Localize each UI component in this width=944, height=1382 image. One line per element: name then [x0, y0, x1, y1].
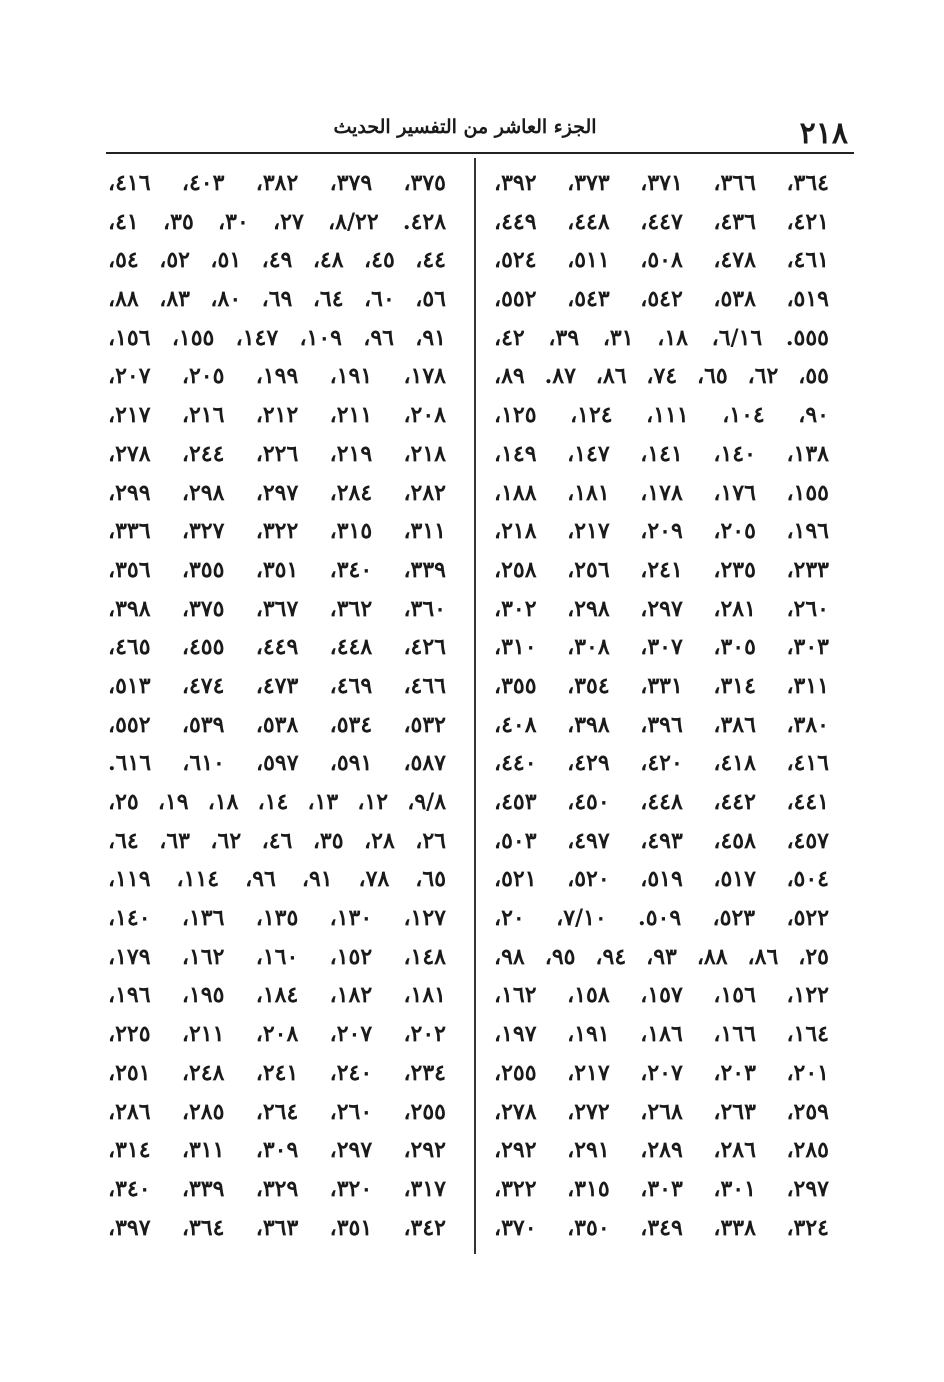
index-line: ٤٥٧، ٤٥٨، ٤٩٣، ٤٩٧، ٥٠٣،: [494, 827, 829, 854]
index-line: ٤١٦، ٤١٨، ٤٢٠، ٤٢٩، ٤٤٠،: [494, 750, 829, 777]
index-line: ٣١١، ٣١٤، ٣٣١، ٣٥٤، ٣٥٥،: [494, 672, 829, 699]
index-line: ٤٢١، ٤٣٦، ٤٤٧، ٤٤٨، ٤٤٩،: [494, 208, 829, 235]
index-line: ٣٨٠، ٣٨٦، ٣٩٦، ٣٩٨، ٤٠٨،: [494, 711, 829, 738]
index-line: ٩/٨، ١٢، ١٣، ١٤، ١٨، ١٩، ٢٥،: [108, 789, 447, 815]
index-line: ١٤٨، ١٥٢، ١٦٠، ١٦٢، ١٧٩،: [108, 943, 446, 970]
index-line: ٢٣٤، ٢٤٠، ٢٤١، ٢٤٨، ٢٥١،: [108, 1059, 446, 1086]
index-line: ٤٦٦، ٤٦٩، ٤٧٣، ٤٧٤، ٥١٣،: [108, 672, 446, 699]
index-line: ٥٥٥. ٦/١٦، ١٨، ٣١، ٣٩، ٤٢،: [494, 324, 829, 351]
index-line: ٣٧٥، ٣٧٩، ٣٨٢، ٤٠٣، ٤١٦،: [108, 170, 446, 196]
index-line: ٢٠٨، ٢١١، ٢١٢، ٢١٦، ٢١٧،: [108, 402, 446, 429]
index-line: ٢١٨، ٢١٩، ٢٢٦، ٢٤٤، ٢٧٨،: [108, 440, 446, 467]
index-line: ٢٦٠، ٢٨١، ٢٩٧، ٢٩٨، ٣٠٢،: [494, 595, 829, 622]
index-line: ٢٥، ٨٦، ٨٨، ٩٣، ٩٤، ٩٥، ٩٨،: [494, 943, 829, 970]
index-line: ٢٩٧، ٣٠١، ٣٠٣، ٣١٥، ٣٢٢،: [494, 1175, 829, 1202]
index-line: ٤٢٦، ٤٤٨، ٤٤٩، ٤٥٥، ٤٦٥،: [108, 634, 446, 661]
index-line: ٥٢٢، ٥٢٣، ٥٠٩. ٧/١٠، ٢٠،: [494, 905, 830, 932]
index-line: ١٥٥، ١٧٦، ١٧٨، ١٨١، ١٨٨،: [494, 479, 829, 506]
index-line: ٣٦٤، ٣٦٦، ٣٧١، ٣٧٣، ٣٩٢،: [494, 170, 829, 196]
index-line: ٢٠٢، ٢٠٧، ٢٠٨، ٢١١، ٢٢٥،: [108, 1021, 446, 1048]
running-title: الجزء العاشر من التفسير الحديث: [333, 116, 597, 138]
index-line: ١٦٤، ١٦٦، ١٨٦، ١٩١، ١٩٧،: [494, 1021, 829, 1048]
index-line: ١٣٨، ١٤٠، ١٤١، ١٤٧، ١٤٩،: [494, 440, 829, 467]
index-line: ٣٦٠، ٣٦٢، ٣٦٧، ٣٧٥، ٣٩٨،: [108, 595, 446, 622]
index-line: ٤٢٨. ٨/٢٢، ٢٧، ٣٠، ٣٥، ٤١،: [108, 208, 447, 235]
index-line: ٢٣٣، ٢٣٥، ٢٤١، ٢٥٦، ٢٥٨،: [494, 556, 829, 583]
index-line: ٩١، ٩٦، ١٠٩، ١٤٧، ١٥٥، ١٥٦،: [108, 324, 446, 351]
index-line: ٢٥٩، ٢٦٣، ٢٦٨، ٢٧٢، ٢٧٨،: [494, 1098, 829, 1125]
index-line: ٣٠٣، ٣٠٥، ٣٠٧، ٣٠٨، ٣١٠،: [494, 634, 829, 661]
index-line: ٤٤، ٤٥، ٤٨، ٤٩، ٥١، ٥٢، ٥٤،: [108, 247, 446, 274]
index-line: ١٩٦، ٢٠٥، ٢٠٩، ٢١٧، ٢١٨،: [494, 518, 829, 545]
index-line: ٢٥٥، ٢٦٠، ٢٦٤، ٢٨٥، ٢٨٦،: [108, 1098, 446, 1125]
index-line: ٥٠٤، ٥١٧، ٥١٩، ٥٢٠، ٥٢١،: [494, 866, 829, 893]
index-line: ٥٦، ٦٠، ٦٤، ٦٩، ٨٠، ٨٣، ٨٨،: [108, 286, 446, 313]
index-line: ٢٩٢، ٢٩٧، ٣٠٩، ٣١١، ٣١٤،: [108, 1137, 446, 1164]
index-line: ٥٥، ٦٢، ٦٥، ٧٤، ٨٦، ٨٧. ٨٩،: [494, 363, 829, 390]
index-line: ٣٢٤، ٣٣٨، ٣٤٩، ٣٥٠، ٣٧٠،: [494, 1214, 829, 1241]
page-header: [0, 0, 944, 160]
index-line: ٢٦، ٢٨، ٣٥، ٤٦، ٦٢، ٦٣، ٦٤،: [108, 827, 446, 854]
left-column: [108, 164, 446, 1247]
index-line: ١٢٢، ١٥٦، ١٥٧، ١٥٨، ١٦٢،: [494, 982, 829, 1009]
index-line: ١٨١، ١٨٢، ١٨٤، ١٩٥، ١٩٦،: [108, 982, 446, 1009]
index-line: ٥١٩، ٥٣٨، ٥٤٢، ٥٤٣، ٥٥٢،: [494, 286, 829, 313]
page-number: ٢١٨: [799, 116, 848, 151]
index-line: ٣٤٢، ٣٥١، ٣٦٣، ٣٦٤، ٣٩٧،: [108, 1214, 446, 1241]
right-column: [494, 164, 829, 1247]
index-line: ٤٦١، ٤٧٨، ٥٠٨، ٥١١، ٥٢٤،: [494, 247, 829, 274]
index-line: ١٧٨، ١٩١، ١٩٩، ٢٠٥، ٢٠٧،: [108, 363, 446, 390]
index-line: ٣٣٩، ٣٤٠، ٣٥١، ٣٥٥، ٣٥٦،: [108, 556, 446, 583]
column-divider: [474, 158, 476, 1254]
index-line: ٢٨٢، ٢٨٤، ٢٩٧، ٢٩٨، ٢٩٩،: [108, 479, 446, 506]
header-rule: [106, 152, 854, 154]
index-line: ٣١١، ٣١٥، ٣٢٢، ٣٢٧، ٣٣٦،: [108, 518, 446, 545]
index-line: ٢٠١، ٢٠٣، ٢٠٧، ٢١٧، ٢٥٥،: [494, 1059, 829, 1086]
index-line: ٥٨٧، ٥٩١، ٥٩٧، ٦١٠، ٦١٦.: [108, 750, 446, 777]
index-line: ٤٤١، ٤٤٢، ٤٤٨، ٤٥٠، ٤٥٣،: [494, 789, 829, 815]
index-line: ٦٥، ٧٨، ٩١، ٩٦، ١١٤، ١١٩،: [108, 866, 447, 893]
index-line: ٢٨٥، ٢٨٦، ٢٨٩، ٢٩١، ٢٩٢،: [494, 1137, 829, 1164]
index-line: ٩٠، ١٠٤، ١١١، ١٢٤، ١٢٥،: [494, 402, 829, 429]
index-line: ٣١٧، ٣٢٠، ٣٢٩، ٣٣٩، ٣٤٠،: [108, 1175, 446, 1202]
index-line: ٥٣٢، ٥٣٤، ٥٣٨، ٥٣٩، ٥٥٢،: [108, 711, 446, 738]
index-line: ١٢٧، ١٣٠، ١٣٥، ١٣٦، ١٤٠،: [108, 905, 446, 932]
